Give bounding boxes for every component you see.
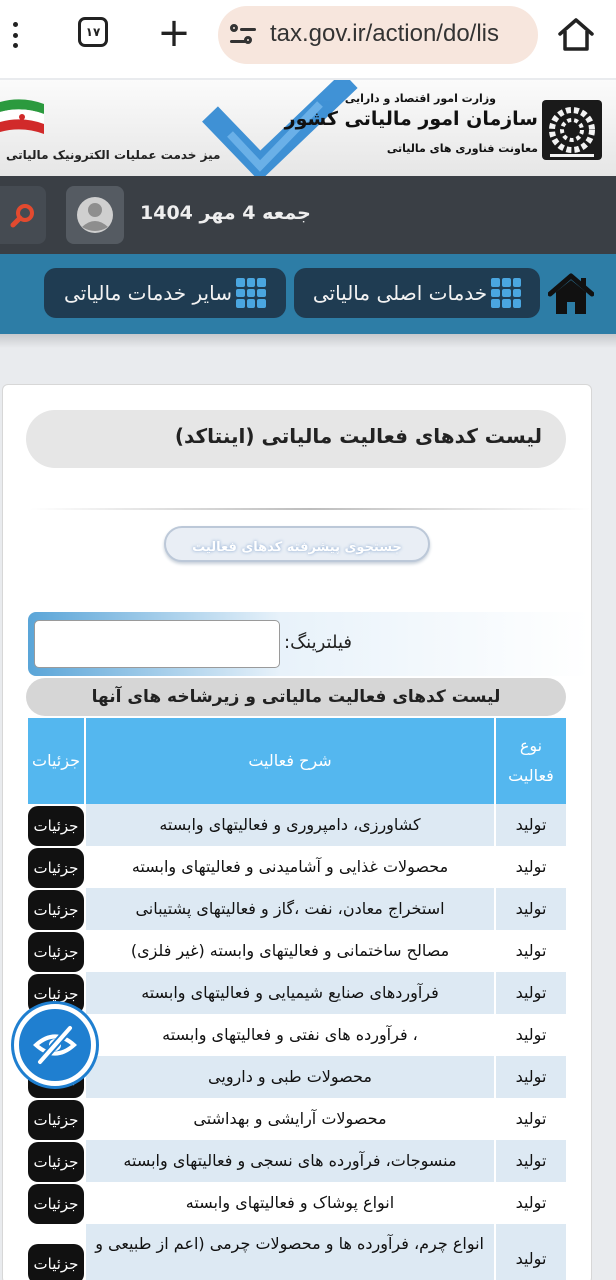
table-row — [28, 930, 566, 972]
list-title: لیست کدهای فعالیت مالیاتی و زیرشاخه های آنها — [26, 678, 566, 716]
details-button[interactable]: جزئیات — [28, 1100, 84, 1140]
table-header — [28, 718, 566, 804]
activity-description: ، فرآورده های نفتی و فعالیتهای وابسته — [86, 1014, 494, 1056]
other-services-button[interactable] — [44, 268, 286, 318]
desk-title: میز خدمت عملیات الکترونیک مالیاتی — [6, 148, 221, 162]
advanced-search-button[interactable]: جستجوی پیشرفته کدهای فعالیت — [164, 526, 430, 562]
details-button[interactable]: جزئیات — [28, 974, 84, 1014]
details-button[interactable]: جزئیات — [28, 1184, 84, 1224]
table-row — [28, 1056, 566, 1098]
other-services-label: سایر خدمات مالیاتی — [64, 281, 232, 305]
header-type: نوع فعالیت — [496, 718, 566, 804]
activity-type: تولید — [496, 1014, 566, 1056]
activity-description: محصولات غذایی و آشامیدنی و فعالیتهای وابسته — [86, 846, 494, 888]
activity-description: محصولات آرایشی و بهداشتی — [86, 1098, 494, 1140]
table-row — [28, 1182, 566, 1224]
activity-type: تولید — [496, 972, 566, 1014]
eye-off-icon — [32, 1022, 78, 1068]
browser-toolbar — [0, 0, 616, 78]
details-button[interactable]: جزئیات — [28, 1142, 84, 1182]
deputy-name: معاونت فناوری های مالیاتی — [386, 142, 538, 155]
details-button[interactable]: جزئیات — [28, 1244, 84, 1280]
plus-icon[interactable]: + — [157, 10, 191, 56]
search-button[interactable] — [0, 186, 46, 244]
user-avatar[interactable] — [66, 186, 124, 244]
table-row — [28, 972, 566, 1014]
tabs-icon[interactable] — [78, 17, 108, 47]
activity-description: کشاورزی، دامپروری و فعالیتهای وابسته — [86, 804, 494, 846]
page-title: لیست کدهای فعالیت مالیاتی (اینتاکد) — [26, 410, 566, 468]
table-row — [28, 804, 566, 846]
table-row — [28, 1014, 566, 1056]
activity-type: تولید — [496, 930, 566, 972]
table-row — [28, 1140, 566, 1182]
grid-icon — [236, 278, 266, 308]
user-bar — [0, 176, 616, 254]
user-icon — [75, 195, 115, 235]
activity-type: تولید — [496, 1140, 566, 1182]
home-nav-icon[interactable] — [548, 272, 594, 316]
activity-description: محصولات طبی و دارویی — [86, 1056, 494, 1098]
details-button[interactable]: جزئیات — [28, 890, 84, 930]
main-navbar — [0, 254, 616, 334]
search-icon — [10, 202, 36, 228]
accessibility-button[interactable] — [14, 1004, 96, 1086]
activity-type: تولید — [496, 804, 566, 846]
header-description: شرح فعالیت — [86, 718, 494, 804]
filter-input[interactable] — [34, 620, 280, 668]
table-row — [28, 846, 566, 888]
site-settings-icon[interactable] — [230, 24, 256, 48]
activity-description: استخراج معادن، نفت ،گاز و فعالیتهای پشتیبانی — [86, 888, 494, 930]
tab-count: ۱۷ — [85, 25, 101, 39]
details-button[interactable]: جزئیات — [28, 848, 84, 888]
activity-type: تولید — [496, 1182, 566, 1224]
ministry-name: وزارت امور اقتصاد و دارایی — [344, 92, 496, 105]
details-button[interactable]: جزئیات — [28, 806, 84, 846]
more-vert-icon[interactable] — [4, 18, 26, 52]
iran-flag-icon — [0, 96, 44, 140]
filter-label: فیلترینگ: — [284, 632, 352, 653]
divider — [30, 508, 590, 510]
url-bar[interactable] — [218, 6, 538, 64]
table-row — [28, 888, 566, 930]
url-text: tax.gov.ir/action/do/lis — [270, 20, 499, 47]
activity-type: تولید — [496, 846, 566, 888]
home-icon[interactable] — [556, 16, 596, 52]
header-details: جزئیات — [28, 718, 84, 804]
main-services-label: خدمات اصلی مالیاتی — [312, 281, 488, 305]
activity-description: انواع چرم، فرآورده ها و محصولات چرمی (اعم از طبیعی و — [86, 1224, 494, 1280]
grid-icon — [491, 278, 521, 308]
nav-shadow — [0, 334, 616, 348]
organization-logo-icon — [542, 100, 602, 160]
details-button[interactable]: جزئیات — [28, 932, 84, 972]
activity-description: فرآوردهای صنایع شیمیایی و فعالیتهای وابسته — [86, 972, 494, 1014]
table-row — [28, 1224, 566, 1280]
activity-description: مصالح ساختمانی و فعالیتهای وابسته (غیر فلزی) — [86, 930, 494, 972]
activity-type: تولید — [496, 1098, 566, 1140]
site-banner — [0, 80, 616, 176]
activity-type: تولید — [496, 1056, 566, 1098]
activity-type: تولید — [496, 1224, 566, 1280]
table-row — [28, 1098, 566, 1140]
activity-type: تولید — [496, 888, 566, 930]
organization-name: سازمان امور مالیاتی کشور — [284, 108, 538, 130]
main-services-button[interactable] — [294, 268, 540, 318]
activity-description: انواع پوشاک و فعالیتهای وابسته — [86, 1182, 494, 1224]
current-date: جمعه 4 مهر 1404 — [140, 202, 311, 224]
activity-description: منسوجات، فرآورده های نسجی و فعالیتهای وابسته — [86, 1140, 494, 1182]
